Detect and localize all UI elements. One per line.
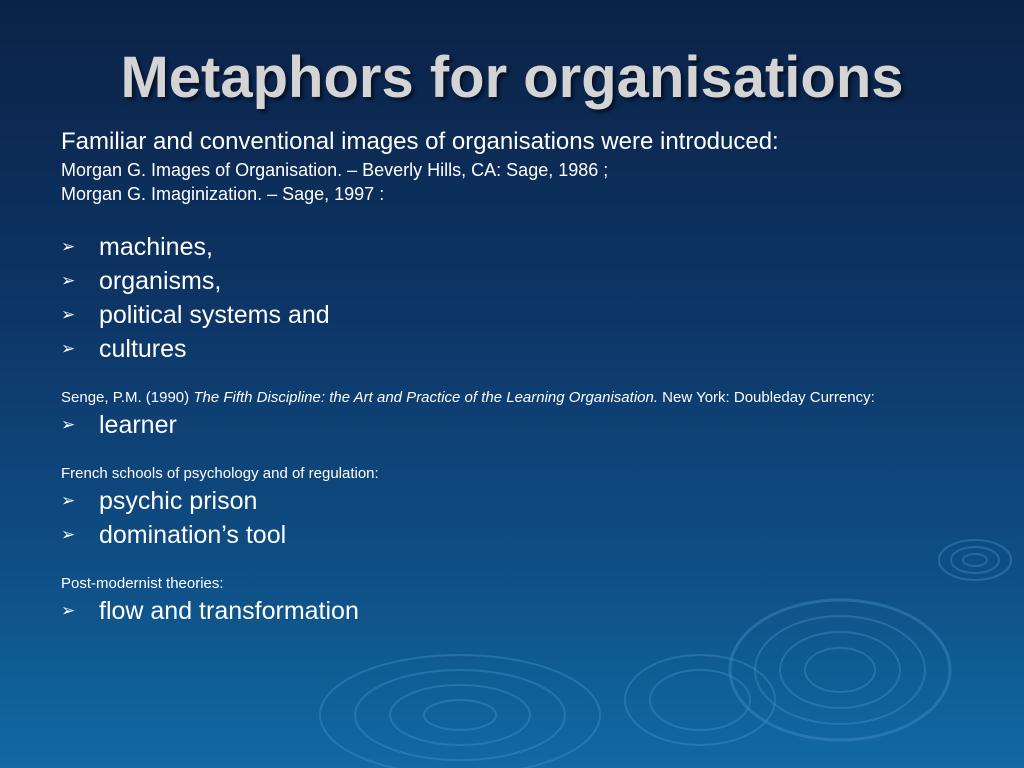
reference-line: Morgan G. Imaginization. – Sage, 1997 : xyxy=(61,184,385,204)
slide-title: Metaphors for organisations xyxy=(120,45,904,110)
arrow-bullet-icon: ➢ xyxy=(61,271,76,290)
book-title: The Fifth Discipline: the Art and Practice of the Learning Organisation. xyxy=(193,389,658,406)
arrow-bullet-icon: ➢ xyxy=(61,601,76,620)
reference-line: Morgan G. Images of Organisation. – Beverly Hills, CA: Sage, 1986 ; xyxy=(61,160,609,180)
intro-text: Familiar and conventional images of organisations were introduced: xyxy=(61,128,779,155)
french-metaphor-list xyxy=(61,484,961,552)
arrow-bullet-icon: ➢ xyxy=(61,305,76,324)
list-item: ➢ learner xyxy=(61,408,961,442)
arrow-bullet-icon: ➢ xyxy=(61,525,76,544)
senge-metaphor-list xyxy=(61,408,961,442)
arrow-bullet-icon: ➢ xyxy=(61,491,76,510)
list-item: ➢ flow and transformation xyxy=(61,594,961,628)
senge-reference: Senge, P.M. (1990) The Fifth Discipline: the Art and Practice of the Learning Organisation. New York: Doubleday Currency: xyxy=(61,389,875,406)
morgan-metaphor-list xyxy=(61,230,961,366)
list-item: ➢ political systems and xyxy=(61,298,961,332)
list-item: ➢ cultures xyxy=(61,332,961,366)
postmodern-heading: Post-modernist theories: xyxy=(61,575,224,592)
french-schools-heading: French schools of psychology and of regulation: xyxy=(61,465,379,482)
postmodern-metaphor-list xyxy=(61,594,961,628)
slide-body xyxy=(61,126,961,628)
arrow-bullet-icon: ➢ xyxy=(61,339,76,358)
list-item: ➢ organisms, xyxy=(61,264,961,298)
arrow-bullet-icon: ➢ xyxy=(61,237,76,256)
list-item: ➢ psychic prison xyxy=(61,484,961,518)
list-item: ➢ domination’s tool xyxy=(61,518,961,552)
arrow-bullet-icon: ➢ xyxy=(61,415,76,434)
list-item: ➢ machines, xyxy=(61,230,961,264)
